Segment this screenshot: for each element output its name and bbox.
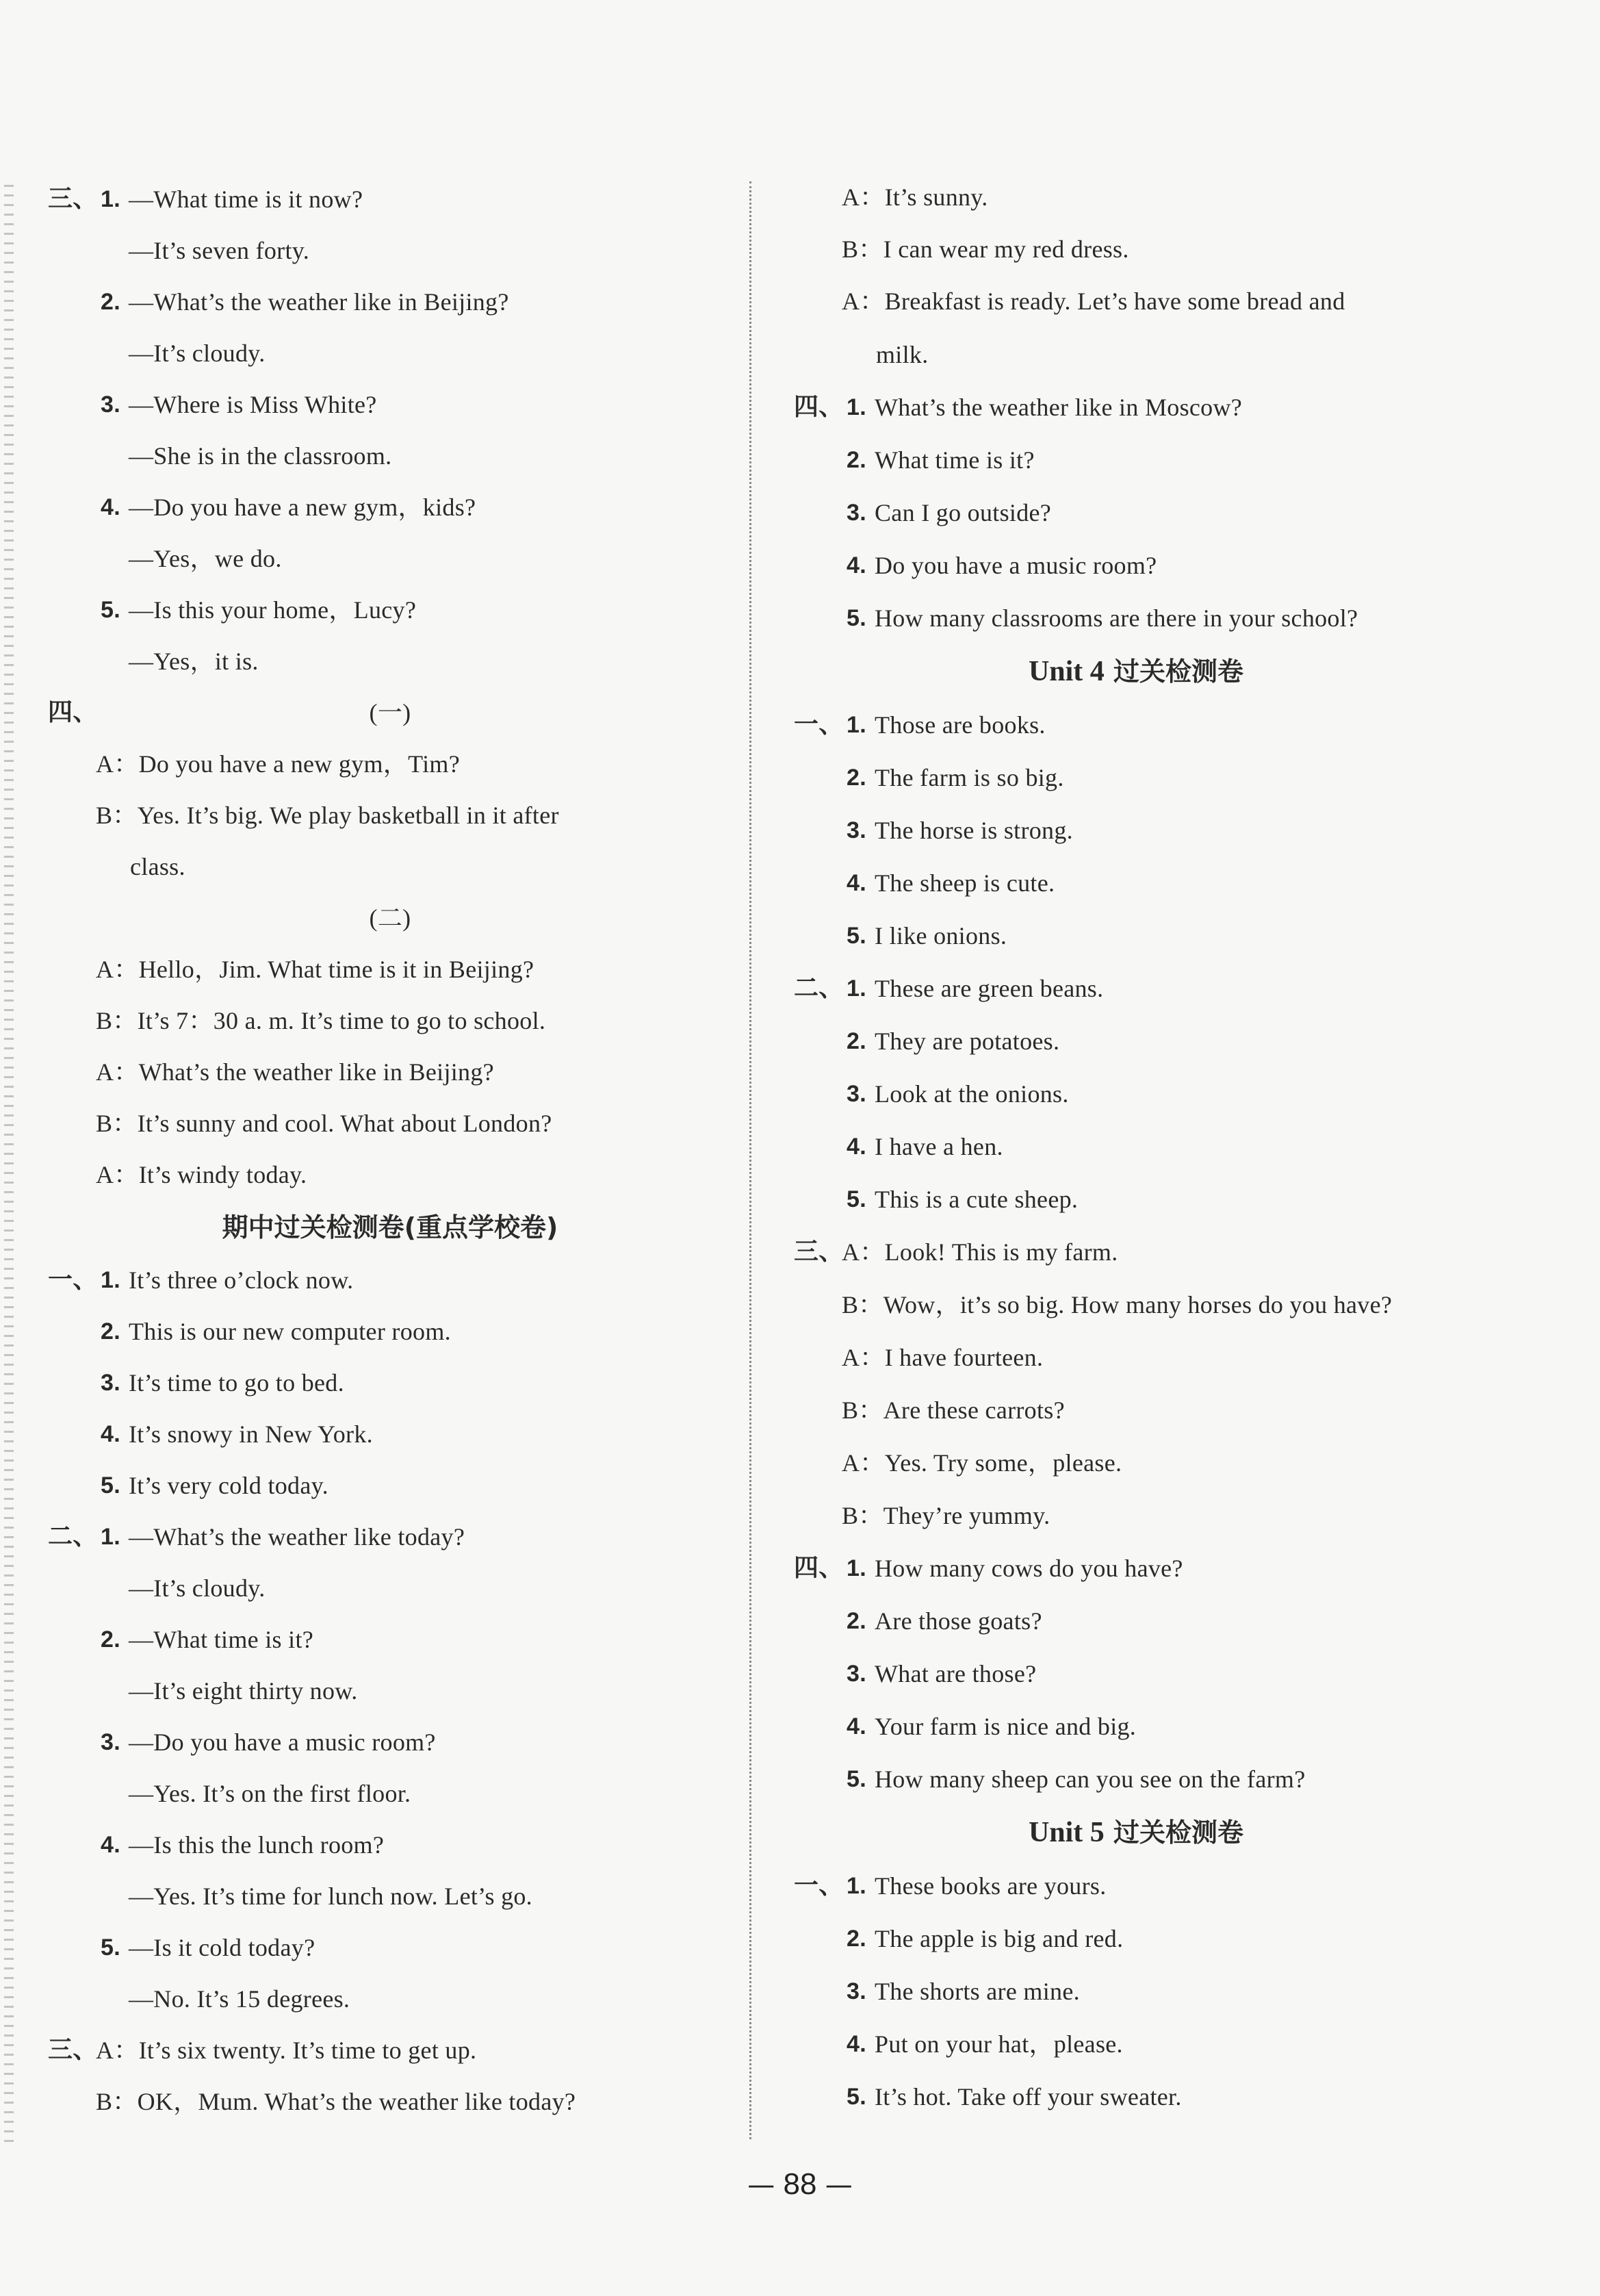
answer-text: B：Are these carrots? bbox=[842, 1396, 1065, 1424]
answer-text: —What time is it now? bbox=[129, 186, 363, 213]
answer-text: Those are books. bbox=[875, 711, 1046, 739]
answer-text: B：Wow，it’s so big. How many horses do you have? bbox=[842, 1291, 1393, 1318]
section-heading bbox=[794, 654, 1478, 689]
answer-text: —It’s cloudy. bbox=[129, 1574, 266, 1602]
item-number: 4. bbox=[847, 552, 866, 578]
item-number: 2. bbox=[847, 1028, 866, 1054]
answer-text: The farm is so big. bbox=[875, 764, 1064, 791]
item-number: 3. bbox=[847, 1081, 866, 1107]
item-number: 2. bbox=[847, 447, 866, 473]
answer-text: It’s snowy in New York. bbox=[129, 1420, 373, 1448]
answer-text: B：It’s 7：30 a. m. It’s time to go to school. bbox=[96, 1007, 546, 1034]
answer-text: B：They’re yummy. bbox=[842, 1502, 1050, 1529]
answer-text: —What’s the weather like today? bbox=[129, 1523, 465, 1551]
answer-text: The shorts are mine. bbox=[875, 1978, 1080, 2005]
page-number-value: 88 bbox=[783, 2167, 817, 2201]
answer-text: —What time is it? bbox=[129, 1626, 314, 1653]
column-divider bbox=[749, 181, 751, 2139]
answer-text: The apple is big and red. bbox=[875, 1925, 1124, 1952]
subsection-label: (一) bbox=[369, 699, 411, 726]
answer-text: A：Breakfast is ready. Let’s have some bread and bbox=[842, 288, 1345, 315]
answer-text: —She is in the classroom. bbox=[129, 442, 392, 470]
item-number: 4. bbox=[101, 494, 120, 520]
answer-text: It’s time to go to bed. bbox=[129, 1369, 344, 1396]
answer-text: milk. bbox=[876, 341, 929, 368]
item-number: 1. bbox=[847, 394, 866, 420]
section-marker: 三、 bbox=[794, 1238, 844, 1266]
answer-text: —What’s the weather like in Beijing? bbox=[129, 288, 509, 316]
item-number: 1. bbox=[847, 1873, 866, 1899]
answer-text: A：Do you have a new gym，Tim? bbox=[96, 750, 461, 778]
item-number: 3. bbox=[847, 1978, 866, 2004]
item-number: 4. bbox=[847, 1713, 866, 1739]
section-marker: 四、 bbox=[48, 698, 98, 726]
item-number: 1. bbox=[847, 975, 866, 1002]
answer-text: What time is it? bbox=[875, 446, 1035, 474]
item-number: 4. bbox=[847, 870, 866, 896]
answer-text: —Do you have a music room? bbox=[129, 1729, 436, 1756]
answer-text: Do you have a music room? bbox=[875, 552, 1157, 579]
subsection-label: (二) bbox=[369, 904, 411, 932]
answer-text: —Is this your home，Lucy? bbox=[129, 596, 417, 624]
answer-text: These books are yours. bbox=[875, 1872, 1107, 1900]
heading-unit: Unit 4 bbox=[1028, 656, 1105, 687]
section-heading bbox=[48, 1210, 732, 1245]
answer-text: —Where is Miss White? bbox=[129, 391, 377, 418]
item-number: 5. bbox=[101, 597, 120, 623]
answer-text: This is a cute sheep. bbox=[875, 1186, 1079, 1213]
item-number: 5. bbox=[101, 1935, 120, 1961]
item-number: 2. bbox=[101, 1627, 120, 1653]
item-number: 1. bbox=[101, 1524, 120, 1550]
item-number: 5. bbox=[847, 2084, 866, 2110]
section-heading bbox=[794, 1815, 1478, 1850]
answer-text: How many sheep can you see on the farm? bbox=[875, 1765, 1306, 1793]
item-number: 3. bbox=[101, 392, 120, 418]
answer-text: B：I can wear my red dress. bbox=[842, 235, 1129, 263]
heading-title: 过关检测卷 bbox=[1113, 656, 1244, 687]
item-number: 2. bbox=[847, 765, 866, 791]
heading-unit: Unit 5 bbox=[1028, 1817, 1105, 1848]
page-number-dash-left: — bbox=[747, 2169, 775, 2201]
item-number: 3. bbox=[101, 1370, 120, 1396]
answer-text: class. bbox=[130, 853, 185, 880]
item-number: 5. bbox=[847, 923, 866, 949]
item-number: 1. bbox=[847, 1555, 866, 1581]
answer-text: A：It’s windy today. bbox=[96, 1161, 307, 1188]
item-number: 1. bbox=[101, 186, 120, 212]
answer-text: I have a hen. bbox=[875, 1133, 1003, 1160]
answer-text: A：It’s sunny. bbox=[842, 183, 988, 211]
item-number: 5. bbox=[101, 1472, 120, 1498]
answer-text: —No. It’s 15 degrees. bbox=[129, 1985, 350, 2013]
answer-text: —Is this the lunch room? bbox=[129, 1831, 385, 1859]
answer-text: This is our new computer room. bbox=[129, 1318, 451, 1345]
section-marker: 二、 bbox=[48, 1522, 98, 1551]
section-marker: 一、 bbox=[48, 1266, 98, 1294]
section-marker: 四、 bbox=[794, 393, 844, 421]
answer-text: B：It’s sunny and cool. What about London? bbox=[96, 1110, 552, 1137]
answer-text: The sheep is cute. bbox=[875, 869, 1055, 897]
answer-text: Your farm is nice and big. bbox=[875, 1713, 1137, 1740]
item-number: 5. bbox=[847, 605, 866, 631]
answer-text: I like onions. bbox=[875, 922, 1007, 949]
section-marker: 四、 bbox=[794, 1554, 844, 1582]
answer-text: Can I go outside? bbox=[875, 499, 1052, 526]
item-number: 4. bbox=[101, 1832, 120, 1858]
answer-text: Are those goats? bbox=[875, 1607, 1042, 1635]
answer-text: —It’s eight thirty now. bbox=[129, 1677, 358, 1705]
item-number: 5. bbox=[847, 1186, 866, 1212]
item-number: 5. bbox=[847, 1766, 866, 1792]
answer-text: —It’s cloudy. bbox=[129, 340, 266, 367]
answer-text: They are potatoes. bbox=[875, 1028, 1060, 1055]
answer-text: It’s very cold today. bbox=[129, 1472, 328, 1499]
page-edge-binding bbox=[4, 185, 14, 2143]
answer-text: Look at the onions. bbox=[875, 1080, 1069, 1108]
answer-text: A：Hello，Jim. What time is it in Beijing? bbox=[96, 956, 534, 983]
answer-text: What are those? bbox=[875, 1660, 1037, 1687]
item-number: 2. bbox=[101, 289, 120, 315]
section-marker: 三、 bbox=[48, 185, 98, 213]
item-number: 2. bbox=[101, 1318, 120, 1344]
answer-text: —Yes. It’s time for lunch now. Let’s go. bbox=[129, 1883, 532, 1910]
answer-text: A：It’s six twenty. It’s time to get up. bbox=[96, 2037, 477, 2064]
answer-text: Put on your hat，please. bbox=[875, 2030, 1123, 2058]
answer-text: A：Yes. Try some，please. bbox=[842, 1449, 1122, 1477]
item-number: 4. bbox=[847, 1134, 866, 1160]
answer-text: What’s the weather like in Moscow? bbox=[875, 394, 1243, 421]
answer-text: How many classrooms are there in your school? bbox=[875, 604, 1358, 632]
item-number: 4. bbox=[101, 1421, 120, 1447]
answer-text: How many cows do you have? bbox=[875, 1555, 1183, 1582]
answer-text: A：What’s the weather like in Beijing? bbox=[96, 1058, 494, 1086]
answer-text: It’s hot. Take off your sweater. bbox=[875, 2083, 1182, 2110]
answer-text: It’s three o’clock now. bbox=[129, 1266, 354, 1294]
section-marker: 一、 bbox=[794, 711, 844, 739]
answer-text: A：I have fourteen. bbox=[842, 1344, 1044, 1371]
item-number: 3. bbox=[101, 1729, 120, 1755]
item-number: 1. bbox=[847, 712, 866, 738]
page-number-dash-right: — bbox=[825, 2169, 853, 2201]
heading-text: 期中过关检测卷(重点学校卷) bbox=[222, 1212, 558, 1242]
item-number: 2. bbox=[847, 1608, 866, 1634]
answer-text: —It’s seven forty. bbox=[129, 237, 310, 264]
answer-text: A：Look! This is my farm. bbox=[842, 1238, 1118, 1266]
answer-text: —Yes，it is. bbox=[129, 648, 259, 675]
answer-text: —Do you have a new gym，kids? bbox=[129, 494, 476, 521]
item-number: 3. bbox=[847, 500, 866, 526]
item-number: 3. bbox=[847, 1661, 866, 1687]
heading-title: 过关检测卷 bbox=[1113, 1817, 1244, 1848]
item-number: 1. bbox=[101, 1267, 120, 1293]
answer-text: —Yes，we do. bbox=[129, 545, 282, 572]
section-marker: 二、 bbox=[794, 974, 844, 1002]
section-marker: 三、 bbox=[48, 2036, 98, 2064]
answer-text: B：Yes. It’s big. We play basketball in it after bbox=[96, 802, 559, 829]
answer-text: The horse is strong. bbox=[875, 817, 1073, 844]
page-number bbox=[0, 2167, 1600, 2202]
answer-text: —Is it cold today? bbox=[129, 1934, 315, 1961]
answer-text: —Yes. It’s on the first floor. bbox=[129, 1780, 411, 1807]
answer-text: B：OK，Mum. What’s the weather like today? bbox=[96, 2088, 576, 2115]
section-marker: 一、 bbox=[794, 1872, 844, 1900]
item-number: 2. bbox=[847, 1926, 866, 1952]
answer-text: These are green beans. bbox=[875, 975, 1104, 1002]
item-number: 4. bbox=[847, 2031, 866, 2057]
item-number: 3. bbox=[847, 817, 866, 843]
